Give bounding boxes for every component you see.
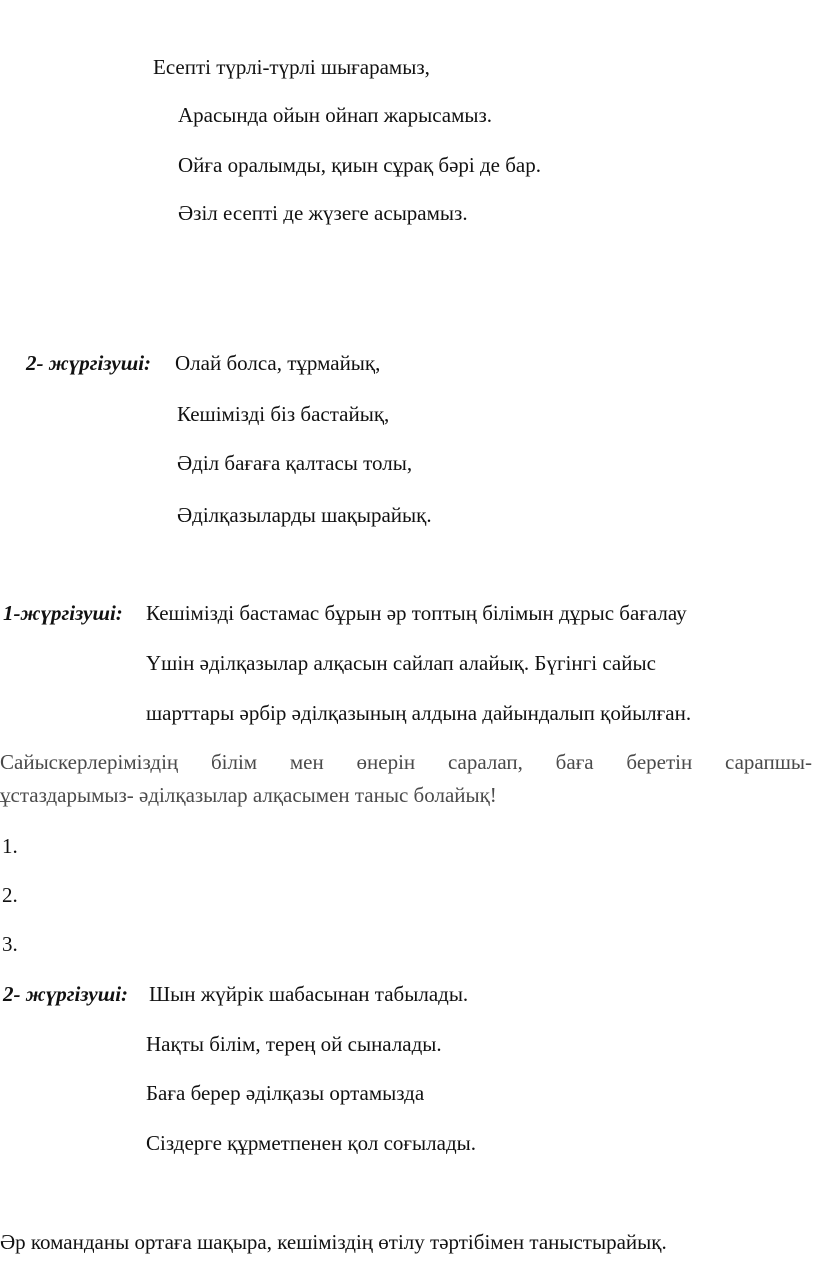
speaker-label-host-2-second: 2- жүргізуші: xyxy=(3,982,129,1006)
block2-line-3: Әділ бағаға қалтасы толы, xyxy=(177,451,413,475)
block2-line-1: Олай болса, тұрмайық, xyxy=(175,351,381,375)
block2-line-2: Кешімізді біз бастайық, xyxy=(177,402,390,426)
block1-line-2: Үшін әділқазылар алқасын сайлап алайық. Бүгінгі сайыс xyxy=(146,651,656,675)
block2-line-4: Әділқазыларды шақырайық. xyxy=(177,503,432,527)
numbered-item-1: 1. xyxy=(2,834,18,858)
block1-line-1: Кешімізді бастамас бұрын әр топтың білімын дұрыс бағалау xyxy=(146,601,687,625)
numbered-item-2: 2. xyxy=(2,883,18,907)
poem-intro-line-3: Ойға оралымды, қиын сұрақ бәрі де бар. xyxy=(178,153,541,177)
poem-intro-line-1: Есепті түрлі-түрлі шығарамыз, xyxy=(153,55,430,79)
speaker-label-host-1: 1-жүргізуші: xyxy=(3,601,123,625)
block1-line-3: шарттары әрбір әділқазының алдына дайындалып қойылған. xyxy=(146,701,692,725)
poem-intro-line-4: Әзіл есепті де жүзеге асырамыз. xyxy=(178,201,468,225)
block3-line-4: Сіздерге құрметпенен қол соғылады. xyxy=(146,1131,476,1155)
block3-line-3: Баға берер әділқазы ортамызда xyxy=(146,1081,425,1105)
block3-line-2: Нақты білім, терең ой сыналады. xyxy=(146,1032,442,1056)
poem-intro-line-2: Арасында ойын ойнап жарысамыз. xyxy=(178,103,493,127)
numbered-item-3: 3. xyxy=(2,932,18,956)
closing-line: Әр команданы ортаға шақыра, кешіміздің өтілу тәртібімен таныстырайық. xyxy=(0,1230,667,1254)
paragraph-line-1: Сайыскерлеріміздің білім мен өнерін саралап, баға беретін сарапшы- xyxy=(0,750,812,774)
speaker-label-host-2: 2- жүргізуші: xyxy=(26,351,152,375)
block3-line-1: Шын жүйрік шабасынан табылады. xyxy=(149,982,469,1006)
paragraph-line-2: ұстаздарымыз- әділқазылар алқасымен таныс болайық! xyxy=(0,783,497,807)
